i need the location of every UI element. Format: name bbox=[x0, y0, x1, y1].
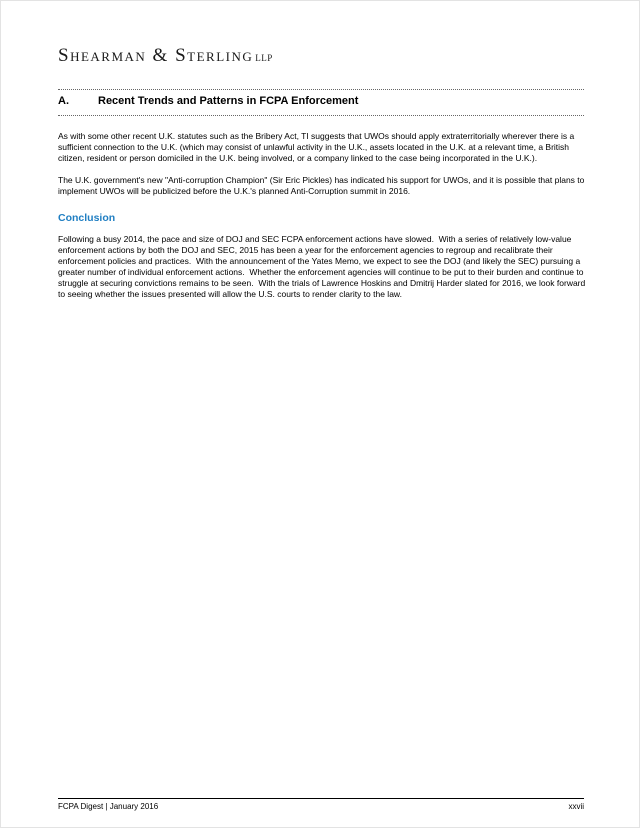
paragraph-uwo-support: The U.K. government's new "Anti-corruption Champion" (Sir Eric Pickles) has indicated his support for UWOs, and it is possible that plans to implement UWOs will be publicized before the U.K.'s planned Anti-Corruption summit in 2016. bbox=[58, 175, 587, 196]
logo-llp-suffix: LLP bbox=[255, 53, 273, 63]
section-heading bbox=[58, 95, 358, 107]
letterhead bbox=[58, 45, 273, 67]
footer-page-number: xxvii bbox=[568, 802, 584, 811]
footer-document-title: FCPA Digest | January 2016 bbox=[58, 802, 159, 811]
section-title: Recent Trends and Patterns in FCPA Enforcement bbox=[98, 95, 359, 107]
conclusion-heading: Conclusion bbox=[58, 212, 116, 224]
paragraph-uwo-scope: As with some other recent U.K. statutes such as the Bribery Act, TI suggests that UWOs should apply extraterritorially wherever there is a sufficient connection to the U.K. (which may consist of unlawful activity in the U.K., assets located in the U.K. at a relevant time, a British citizen, resident or person domiciled in the U.K. being involved, or a company linked to the case being incorporated in the U.K.). bbox=[58, 131, 577, 163]
page-footer bbox=[58, 798, 584, 811]
dotted-divider-heading bbox=[58, 115, 584, 116]
document-body bbox=[58, 131, 586, 311]
dotted-divider-top bbox=[58, 89, 584, 90]
section-number: A. bbox=[58, 95, 69, 107]
paragraph-conclusion: Following a busy 2014, the pace and size of DOJ and SEC FCPA enforcement actions have slowed. With a series of relatively low-value enforcement actions by both the DOJ and SEC, 2015 has been a year for the enforcement agencies to regroup and recalibrate their enforcement policies and practices. With the announcement of the Yates Memo, we expect to see the DOJ (and likely the SEC) pursuing a greater number of individual enforcement actions. Whether the enforcement agencies will continue to be put to their burden and continue to struggle at securing convictions remains to be seen. With the trials of Lawrence Hoskins and Dmitrij Harder slated for 2016, we look forward to seeing whether the issues presented will allow the U.S. courts to render clarity to the law. bbox=[58, 234, 588, 299]
shearman-sterling-logo: Shearman & Sterling bbox=[58, 45, 254, 66]
